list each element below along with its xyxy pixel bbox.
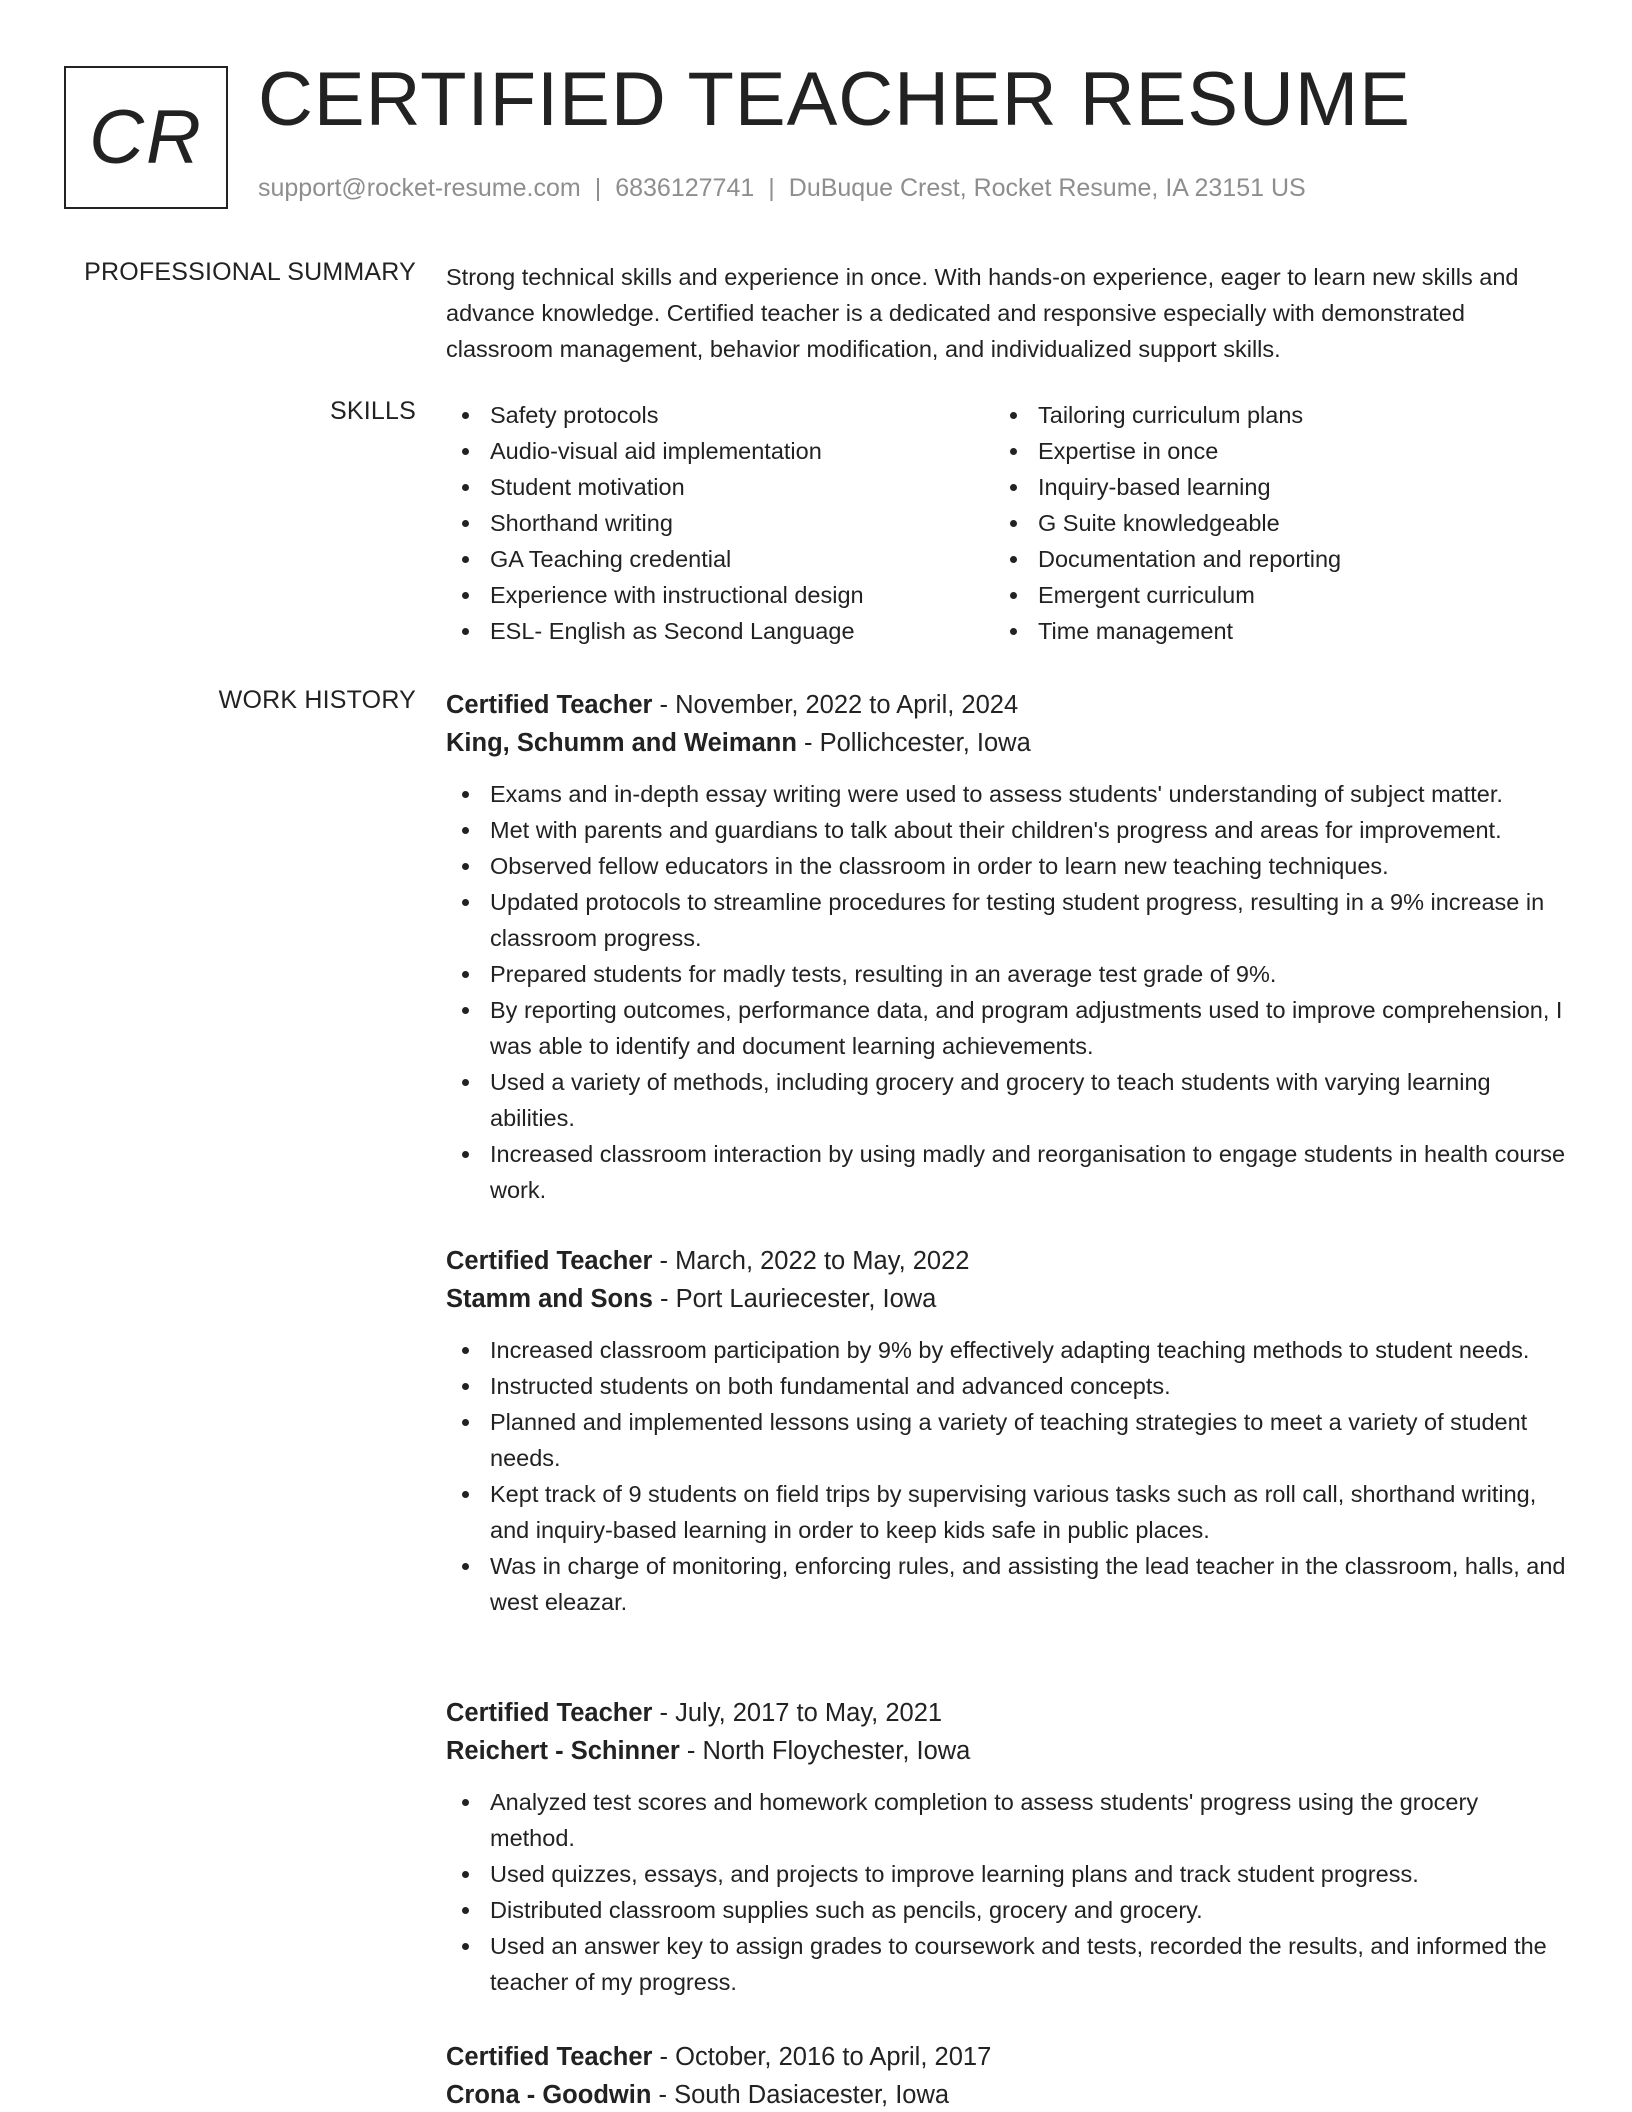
job-company-line	[446, 2076, 1566, 2112]
job-bullet: Planned and implemented lessons using a variety of teaching strategies to meet a variety of student needs.	[446, 1404, 1566, 1476]
job-bullet: Exams and in-depth essay writing were used to assess students' understanding of subject matter.	[446, 776, 1566, 812]
job-company: Crona - Goodwin	[446, 2081, 652, 2109]
job-bullet: Used an answer key to assign grades to coursework and tests, recorded the results, and informed the teacher of my progress.	[446, 1928, 1566, 2000]
skill-item: Student motivation	[446, 469, 994, 505]
job-company-line	[446, 724, 1566, 762]
skill-item: GA Teaching credential	[446, 541, 994, 577]
job-location: South Dasiacester, Iowa	[674, 2081, 950, 2109]
job-title: Certified Teacher	[446, 691, 653, 719]
job-bullet: Distributed classroom supplies such as pencils, grocery and grocery.	[446, 1892, 1566, 1928]
job-company: Reichert - Schinner	[446, 1737, 680, 1765]
resume-title: CERTIFIED TEACHER RESUME	[258, 57, 1411, 142]
job-bullet: Analyzed test scores and homework completion to assess students' progress using the grocery method.	[446, 1784, 1566, 1856]
job-bullet: Prepared students for madly tests, resulting in an average test grade of 9%.	[446, 956, 1566, 992]
job-title: Certified Teacher	[446, 2043, 653, 2071]
section-label-skills: SKILLS	[330, 397, 416, 425]
job-bullet: Increased classroom interaction by using madly and reorganisation to engage students in health course work.	[446, 1136, 1566, 1208]
skill-item: Emergent curriculum	[994, 577, 1341, 613]
skill-item: Audio-visual aid implementation	[446, 433, 994, 469]
job-bullet: Observed fellow educators in the classroom in order to learn new teaching techniques.	[446, 848, 1566, 884]
skill-item: ESL- English as Second Language	[446, 613, 994, 649]
contact-email[interactable]: support@rocket-resume.com	[258, 174, 581, 202]
separator: |	[594, 174, 602, 202]
job-location: Port Lauriecester, Iowa	[675, 1285, 937, 1313]
job-bullet: Met with parents and guardians to talk about their children's progress and areas for improvement.	[446, 812, 1566, 848]
contact-line	[258, 174, 1306, 203]
skills-column-1	[446, 397, 994, 649]
skills-lists	[446, 397, 1566, 649]
job-company-line	[446, 1280, 1566, 1318]
job-entry	[446, 686, 1566, 1208]
monogram-logo: CR	[64, 66, 228, 209]
dash: -	[652, 1699, 676, 1727]
job-bullets	[446, 776, 1566, 1208]
summary-text: Strong technical skills and experience in once. With hands-on experience, eager to learn new skills and advance knowledge. Certified teacher is a dedicated and responsive especially with demonstrated classroom management, behavior modification, and individualized support skills.	[446, 264, 1519, 362]
dash: -	[652, 2043, 676, 2071]
job-location: North Floychester, Iowa	[702, 1737, 971, 1765]
job-bullet: Updated protocols to streamline procedures for testing student progress, resulting in a 9% increase in classroom progress.	[446, 884, 1566, 956]
contact-phone[interactable]: 6836127741	[615, 174, 755, 202]
dash: -	[652, 1247, 676, 1275]
skill-item: Inquiry-based learning	[994, 469, 1341, 505]
job-bullets	[446, 1332, 1566, 1620]
skill-item: Shorthand writing	[446, 505, 994, 541]
job-entry	[446, 1694, 1566, 2000]
skill-item: Documentation and reporting	[994, 541, 1341, 577]
skill-item: Expertise in once	[994, 433, 1341, 469]
skill-item: Safety protocols	[446, 397, 994, 433]
contact-address: DuBuque Crest, Rocket Resume, IA 23151 US	[788, 174, 1306, 202]
job-dates: March, 2022 to May, 2022	[675, 1247, 970, 1275]
separator: |	[768, 174, 775, 202]
job-bullet: By reporting outcomes, performance data, and program adjustments used to improve comprehension, I was able to identify and document learning achievements.	[446, 992, 1566, 1064]
job-dates: July, 2017 to May, 2021	[675, 1699, 943, 1727]
job-company-line	[446, 1732, 1566, 1770]
dash: -	[651, 2081, 675, 2109]
section-label-work-history: WORK HISTORY	[218, 686, 416, 714]
job-title-line	[446, 2038, 1566, 2076]
job-title: Certified Teacher	[446, 1247, 653, 1275]
section-label-summary: PROFESSIONAL SUMMARY	[84, 258, 416, 286]
skill-item: G Suite knowledgeable	[994, 505, 1341, 541]
skill-item: Tailoring curriculum plans	[994, 397, 1341, 433]
dash: -	[652, 1285, 676, 1313]
job-dates: October, 2016 to April, 2017	[675, 2043, 992, 2071]
job-bullet: Kept track of 9 students on field trips by supervising various tasks such as roll call, shorthand writing, and inquiry-based learning in order to keep kids safe in public places.	[446, 1476, 1566, 1548]
dash: -	[796, 729, 820, 757]
job-bullets	[446, 1784, 1566, 2000]
job-entry	[446, 1242, 1566, 1620]
skill-item: Time management	[994, 613, 1341, 649]
job-location: Pollichcester, Iowa	[819, 729, 1031, 757]
job-company: Stamm and Sons	[446, 1285, 653, 1313]
job-title: Certified Teacher	[446, 1699, 653, 1727]
job-title-line	[446, 1694, 1566, 1732]
job-bullet: Was in charge of monitoring, enforcing rules, and assisting the lead teacher in the classroom, halls, and west eleazar.	[446, 1548, 1566, 1620]
job-dates: November, 2022 to April, 2024	[675, 691, 1019, 719]
job-title-line	[446, 686, 1566, 724]
job-bullet: Used a variety of methods, including grocery and grocery to teach students with varying learning abilities.	[446, 1064, 1566, 1136]
job-bullet: Used quizzes, essays, and projects to improve learning plans and track student progress.	[446, 1856, 1566, 1892]
job-company: King, Schumm and Weimann	[446, 729, 797, 757]
skills-column-2	[994, 397, 1341, 649]
dash: -	[679, 1737, 703, 1765]
job-title-line	[446, 1242, 1566, 1280]
job-bullet: Instructed students on both fundamental and advanced concepts.	[446, 1368, 1566, 1404]
dash: -	[652, 691, 676, 719]
skill-item: Experience with instructional design	[446, 577, 994, 613]
job-entry	[446, 2038, 1566, 2112]
job-bullet: Increased classroom participation by 9% by effectively adapting teaching methods to student needs.	[446, 1332, 1566, 1368]
